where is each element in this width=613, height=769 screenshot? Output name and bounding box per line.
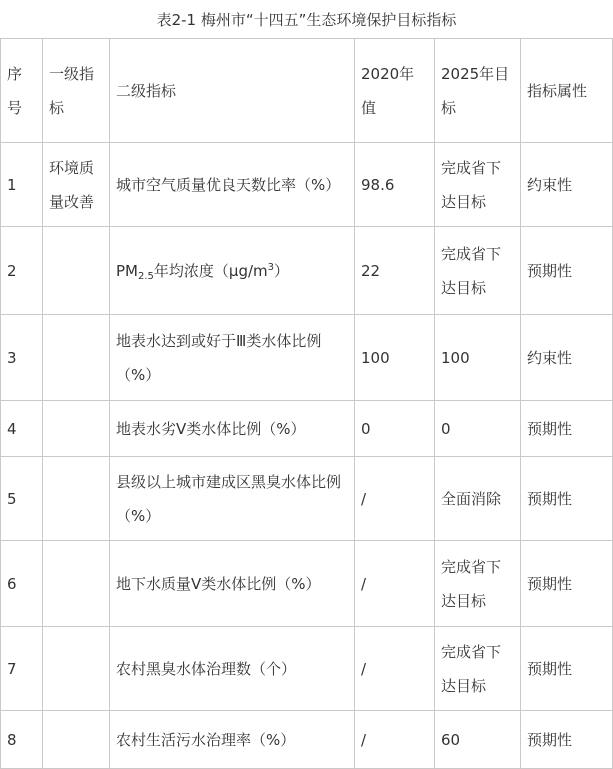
cell-seq: 8 — [1, 711, 43, 769]
cell-attr: 预期性 — [521, 711, 613, 769]
cell-level2: 地下水质量Ⅴ类水体比例（%） — [110, 541, 355, 627]
cell-2020: 98.6 — [355, 143, 435, 227]
cell-2025: 60 — [435, 711, 521, 769]
cell-seq: 5 — [1, 457, 43, 541]
cell-attr: 预期性 — [521, 227, 613, 315]
cell-2020: / — [355, 627, 435, 711]
cell-attr: 预期性 — [521, 627, 613, 711]
cell-attr: 约束性 — [521, 315, 613, 401]
pm-text: PM — [116, 261, 138, 280]
pm-unit-text: 年均浓度（μg/m — [153, 261, 268, 280]
cell-2020: 0 — [355, 401, 435, 457]
cell-level2: 县级以上城市建成区黑臭水体比例（%） — [110, 457, 355, 541]
cell-level2 — [110, 227, 355, 315]
pm-subscript: 2.5 — [138, 270, 154, 282]
cell-2025: 100 — [435, 315, 521, 401]
cell-level1: 环境质量改善 — [43, 143, 110, 227]
table-caption: 表2-1 梅州市“十四五”生态环境保护目标指标 — [156, 11, 457, 29]
cell-level1 — [43, 315, 110, 401]
header-seq: 序号 — [1, 39, 43, 143]
cell-level2: 地表水达到或好于Ⅲ类水体比例（%） — [110, 315, 355, 401]
cell-2025: 完成省下达目标 — [435, 627, 521, 711]
table-row — [1, 627, 613, 711]
cell-2025: 完成省下达目标 — [435, 227, 521, 315]
header-level2: 二级指标 — [110, 39, 355, 143]
header-2020: 2020年值 — [355, 39, 435, 143]
indicator-table — [0, 38, 613, 769]
cell-level1 — [43, 401, 110, 457]
cell-2020: / — [355, 541, 435, 627]
cell-attr: 预期性 — [521, 457, 613, 541]
cell-seq: 4 — [1, 401, 43, 457]
cell-level1 — [43, 627, 110, 711]
cell-seq: 6 — [1, 541, 43, 627]
table-row — [1, 541, 613, 627]
header-attr: 指标属性 — [521, 39, 613, 143]
cell-2020: 22 — [355, 227, 435, 315]
table-row — [1, 457, 613, 541]
cell-level1 — [43, 541, 110, 627]
header-2025: 2025年目标 — [435, 39, 521, 143]
header-row — [1, 39, 613, 143]
table-row — [1, 143, 613, 227]
cell-seq: 1 — [1, 143, 43, 227]
cell-2020: 100 — [355, 315, 435, 401]
cell-seq: 7 — [1, 627, 43, 711]
cell-level2: 城市空气质量优良天数比率（%） — [110, 143, 355, 227]
header-level1: 一级指标 — [43, 39, 110, 143]
table-row — [1, 401, 613, 457]
cell-level2: 农村黑臭水体治理数（个） — [110, 627, 355, 711]
table-row — [1, 227, 613, 315]
table-row — [1, 711, 613, 769]
cell-level2: 地表水劣Ⅴ类水体比例（%） — [110, 401, 355, 457]
cell-2025: 全面消除 — [435, 457, 521, 541]
cell-level1 — [43, 227, 110, 315]
cell-attr: 预期性 — [521, 541, 613, 627]
cell-seq: 3 — [1, 315, 43, 401]
pm-superscript: 3 — [267, 261, 275, 273]
cell-attr: 预期性 — [521, 401, 613, 457]
cell-2025: 0 — [435, 401, 521, 457]
cell-2020: / — [355, 457, 435, 541]
cell-seq: 2 — [1, 227, 43, 315]
cell-level1 — [43, 457, 110, 541]
pm-close-text: ） — [274, 261, 290, 280]
cell-level1 — [43, 711, 110, 769]
table-row — [1, 315, 613, 401]
cell-attr: 约束性 — [521, 143, 613, 227]
cell-2025: 完成省下达目标 — [435, 143, 521, 227]
cell-2020: / — [355, 711, 435, 769]
cell-2025: 完成省下达目标 — [435, 541, 521, 627]
cell-level2: 农村生活污水治理率（%） — [110, 711, 355, 769]
